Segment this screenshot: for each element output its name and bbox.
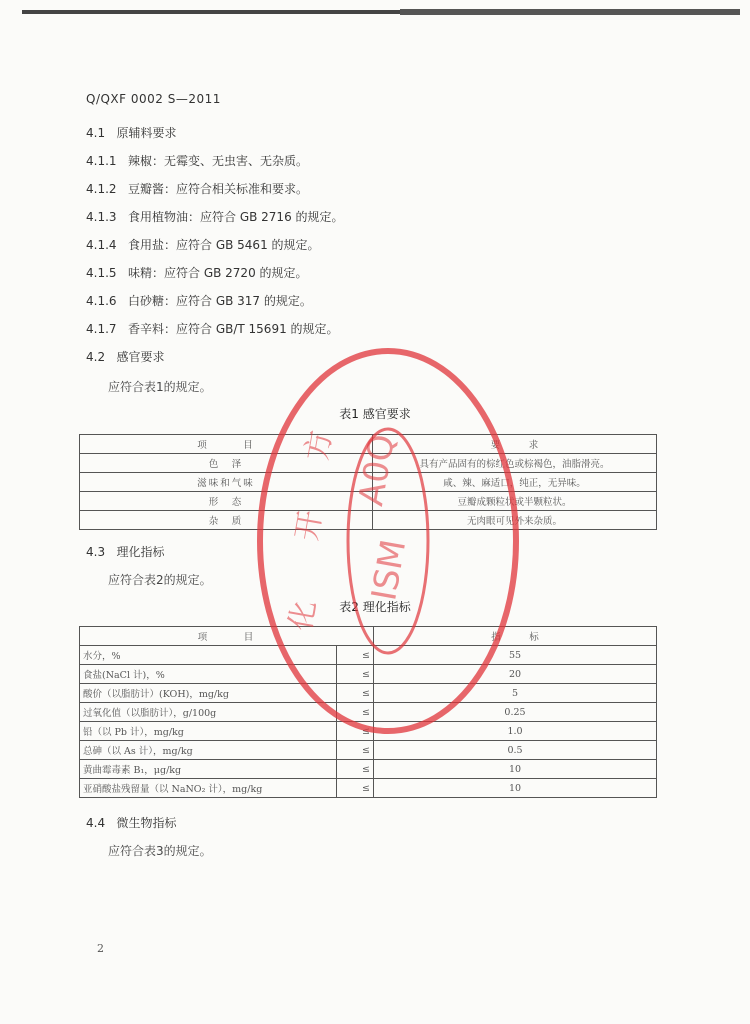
table-cell: ≤ (337, 741, 374, 760)
table-cell: 滋味和气味 (80, 473, 373, 492)
section-4-1-1: 4.1.1 辣椒：无霉变、无虫害、无杂质。 (86, 154, 309, 168)
table-cell: 0.5 (374, 741, 657, 760)
table-row (80, 779, 657, 798)
table-cell: 5 (374, 684, 657, 703)
table-cell: ≤ (337, 665, 374, 684)
table-row (80, 646, 657, 665)
table-cell: 咸、辣、麻适口，纯正，无异味。 (373, 473, 657, 492)
table-cell: 10 (374, 779, 657, 798)
table-cell: 总砷（以 As 计），mg/kg (80, 741, 337, 760)
table-cell: 形 态 (80, 492, 373, 511)
table-cell: 10 (374, 760, 657, 779)
table-cell: 酸价（以脂肪计）(KOH)，mg/kg (80, 684, 337, 703)
table-cell: ≤ (337, 703, 374, 722)
table-row (80, 665, 657, 684)
svg-text:化: 化 (283, 597, 324, 634)
table-header-cell: 项 目 (80, 435, 373, 454)
section-4-1-7: 4.1.7 香辛料：应符合 GB/T 15691 的规定。 (86, 322, 339, 336)
table-cell: ≤ (337, 760, 374, 779)
table-cell: 水分，% (80, 646, 337, 665)
section-4-2-paragraph: 应符合表1的规定。 (108, 380, 212, 394)
table-cell: 食盐(NaCl 计)，% (80, 665, 337, 684)
table-cell: 黄曲霉毒素 B₁，μg/kg (80, 760, 337, 779)
table-cell: 1.0 (374, 722, 657, 741)
table-row (80, 473, 657, 492)
document-code: Q/QXF 0002 S—2011 (86, 92, 221, 106)
table-cell: 20 (374, 665, 657, 684)
table2-caption: 表2 理化指标 (339, 600, 411, 614)
table-cell: 杂 质 (80, 511, 373, 530)
table-header-row (80, 435, 657, 454)
section-4-1-5: 4.1.5 味精：应符合 GB 2720 的规定。 (86, 266, 308, 280)
section-4-3: 4.3 理化指标 (86, 545, 165, 559)
table-row (80, 684, 657, 703)
section-4-1-3: 4.1.3 食用植物油：应符合 GB 2716 的规定。 (86, 210, 344, 224)
section-4-4-paragraph: 应符合表3的规定。 (108, 844, 212, 858)
table-cell: 过氧化值（以脂肪计），g/100g (80, 703, 337, 722)
svg-text:ISM: ISM (364, 536, 415, 604)
svg-text:开: 开 (289, 507, 330, 544)
page-number: 2 (97, 942, 104, 955)
section-4-1: 4.1 原辅料要求 (86, 126, 177, 140)
table-header-row (80, 627, 657, 646)
table-cell: 亚硝酸盐残留量（以 NaNO₂ 计），mg/kg (80, 779, 337, 798)
table-cell: ≤ (337, 722, 374, 741)
svg-text:方: 方 (299, 427, 340, 464)
section-4-1-6: 4.1.6 白砂糖：应符合 GB 317 的规定。 (86, 294, 312, 308)
table-cell: 55 (374, 646, 657, 665)
table-row (80, 511, 657, 530)
table-row (80, 492, 657, 511)
table1-caption: 表1 感官要求 (339, 407, 411, 421)
table-row (80, 760, 657, 779)
table-cell: 铅（以 Pb 计），mg/kg (80, 722, 337, 741)
table-header-cell: 指 标 (374, 627, 657, 646)
physicochemical-indicators-table (79, 626, 657, 798)
section-4-1-4: 4.1.4 食用盐：应符合 GB 5461 的规定。 (86, 238, 320, 252)
table-row (80, 703, 657, 722)
table-row (80, 454, 657, 473)
sensory-requirements-table (79, 434, 657, 530)
section-4-3-paragraph: 应符合表2的规定。 (108, 573, 212, 587)
table-header-cell: 项 目 (80, 627, 374, 646)
table-cell: 0.25 (374, 703, 657, 722)
table-cell: 豆瓣成颗粒状或半颗粒状。 (373, 492, 657, 511)
table-row (80, 741, 657, 760)
table-cell: 色 泽 (80, 454, 373, 473)
section-4-2: 4.2 感官要求 (86, 350, 165, 364)
table-cell: ≤ (337, 684, 374, 703)
table-row (80, 722, 657, 741)
table-cell: 无肉眼可见外来杂质。 (373, 511, 657, 530)
top-rule-thick (400, 9, 740, 15)
section-4-4: 4.4 微生物指标 (86, 816, 177, 830)
table-cell: ≤ (337, 779, 374, 798)
svg-text:A0Q: A0Q (351, 431, 404, 509)
section-4-1-2: 4.1.2 豆瓣酱：应符合相关标准和要求。 (86, 182, 309, 196)
table-header-cell: 要 求 (373, 435, 657, 454)
table-cell: 具有产品固有的棕红色或棕褐色，油脂滑亮。 (373, 454, 657, 473)
table-cell: ≤ (337, 646, 374, 665)
